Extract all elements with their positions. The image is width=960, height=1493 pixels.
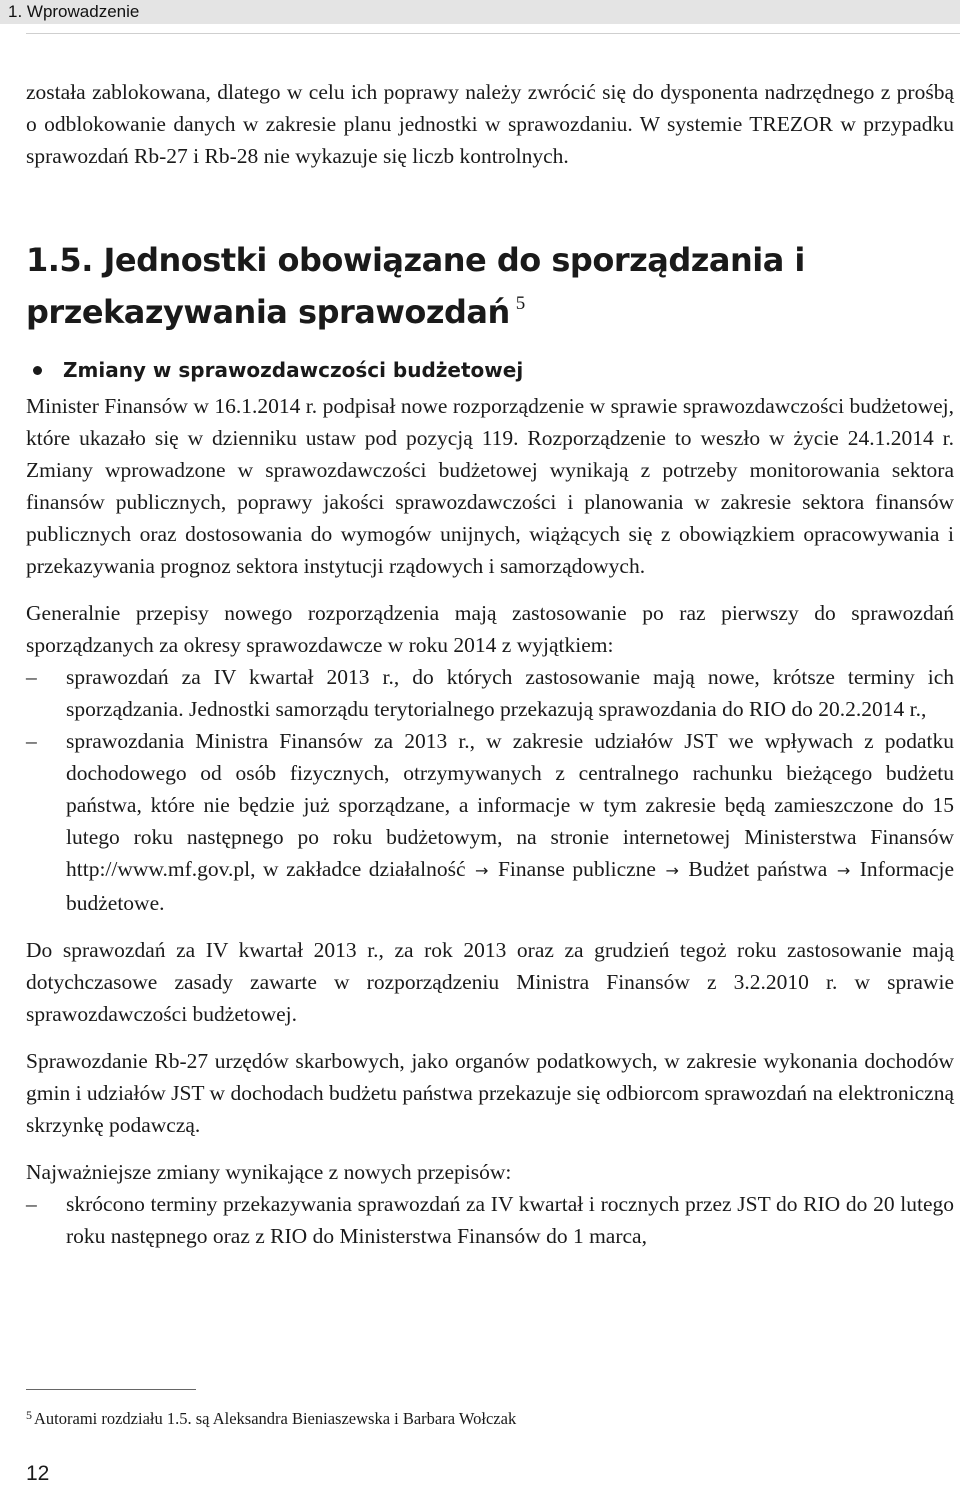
arrow-right-icon: →	[836, 861, 851, 880]
header-divider	[26, 33, 960, 34]
main-content	[26, 76, 954, 1252]
list-item	[26, 661, 954, 725]
list-item-text: skrócono terminy przekazywania sprawozdań za IV kwartał i rocznych przez JST do RIO do 20 lutego roku następnego oraz z RIO do Ministerstwa Finansów do 1 marca,	[66, 1192, 954, 1248]
section-title	[26, 238, 954, 334]
footnote	[26, 1403, 516, 1431]
arrow-right-icon: →	[665, 861, 679, 880]
bullet-icon	[33, 366, 42, 375]
paragraph-key-changes: Najważniejsze zmiany wynikające z nowych przepisów:	[26, 1160, 512, 1184]
footnote-divider	[26, 1389, 196, 1390]
footnote-number: 5	[26, 1408, 32, 1422]
paragraph-general-rules: Generalnie przepisy nowego rozporządzenia mają zastosowanie po raz pierwszy do sprawozdań sporządzanych za okresy sprawozdawcze w roku 2014 z wyjątkiem:	[26, 601, 954, 657]
paragraph-previous-rules: Do sprawozdań za IV kwartał 2013 r., za rok 2013 oraz za grudzień tegoż roku zastosowanie mają dotychczasowe zasady zawarte w rozporządzeniu Ministra Finansów z 3.2.2010 r. w sprawie sprawozdawczości budżetowej.	[26, 938, 954, 1026]
section-title-text: 1.5. Jednostki obowiązane do sporządzania i przekazywania sprawozdań	[26, 241, 805, 331]
subheading-text: Zmiany w sprawozdawczości budżetowej	[63, 358, 524, 382]
key-changes-list	[26, 1188, 954, 1252]
subheading	[26, 356, 954, 384]
running-head-text: 1. Wprowadzenie	[8, 2, 140, 21]
footnote-reference: 5	[515, 293, 525, 314]
paragraph-regulation: Minister Finansów w 16.1.2014 r. podpisał nowe rozporządzenie w sprawie sprawozdawczości budżetowej, które ukazało się w dzienniku ustaw pod pozycją 119. Rozporządzenie to weszło w życie 24.1.2014 r. Zmiany wprowadzone w sprawozdawczości budżetowej wynikają z potrzeby monitorowania sektora finansów publicznych, poprawy jakości sprawozdawczości i planowania w zakresie sektora finansów publicznych oraz dostosowania do wymogów unijnych, wiążących się z obowiązkiem opracowywania i przekazywania prognoz sektora instytucji rządowych i samorządowych.	[26, 394, 954, 578]
intro-paragraph: została zablokowana, dlatego w celu ich poprawy należy zwrócić się do dysponenta nadrzędnego z prośbą o odblokowanie danych w zakresie planu jednostki w sprawozdaniu. W systemie TREZOR w przypadku sprawozdań Rb-27 i Rb-28 nie wykazuje się liczb kontrolnych.	[26, 80, 954, 168]
page-number: 12	[26, 1462, 50, 1485]
list-item	[26, 1188, 954, 1252]
dash-marker: –	[26, 1192, 37, 1216]
footnote-text: Autorami rozdziału 1.5. są Aleksandra Bieniaszewska i Barbara Wołczak	[34, 1409, 517, 1428]
dash-marker: –	[26, 665, 37, 689]
exceptions-list	[26, 661, 954, 919]
dash-marker: –	[26, 729, 37, 753]
paragraph-rb27: Sprawozdanie Rb-27 urzędów skarbowych, jako organów podatkowych, w zakresie wykonania dochodów gmin i udziałów JST w dochodach budżetu państwa przekazuje się odbiorcom sprawozdań na elektroniczną skrzynkę podawczą.	[26, 1049, 954, 1137]
list-item	[26, 725, 954, 919]
running-head	[0, 0, 960, 24]
breadcrumb-finanse-publiczne: Finanse publiczne	[497, 857, 656, 881]
list-item-text: sprawozdania Ministra Finansów za 2013 r., w zakresie udziałów JST we wpływach z podatku dochodowego od osób fizycznych, otrzymywanych z centralnego rachunku bieżącego budżetu państwa, które nie będzie już sporządzane, a informacje w tym zakresie będą zamieszczone do 15 lutego roku następnego po roku budżetowym, na stronie internetowej Ministerstwa Finansów http://www.mf.gov.pl, w zakładce działalność	[66, 729, 954, 881]
breadcrumb-informacje-budzetowe: Informacje budżetowe.	[66, 857, 955, 915]
list-item-text: sprawozdań za IV kwartał 2013 r., do których zastosowanie mają nowe, krótsze terminy ich sporządzania. Jednostki samorządu terytorialnego przekazują sprawozdania do RIO do 20.2.2014 r.,	[66, 665, 954, 721]
arrow-right-icon: →	[475, 861, 489, 880]
breadcrumb-budzet-panstwa: Budżet państwa	[688, 857, 828, 881]
